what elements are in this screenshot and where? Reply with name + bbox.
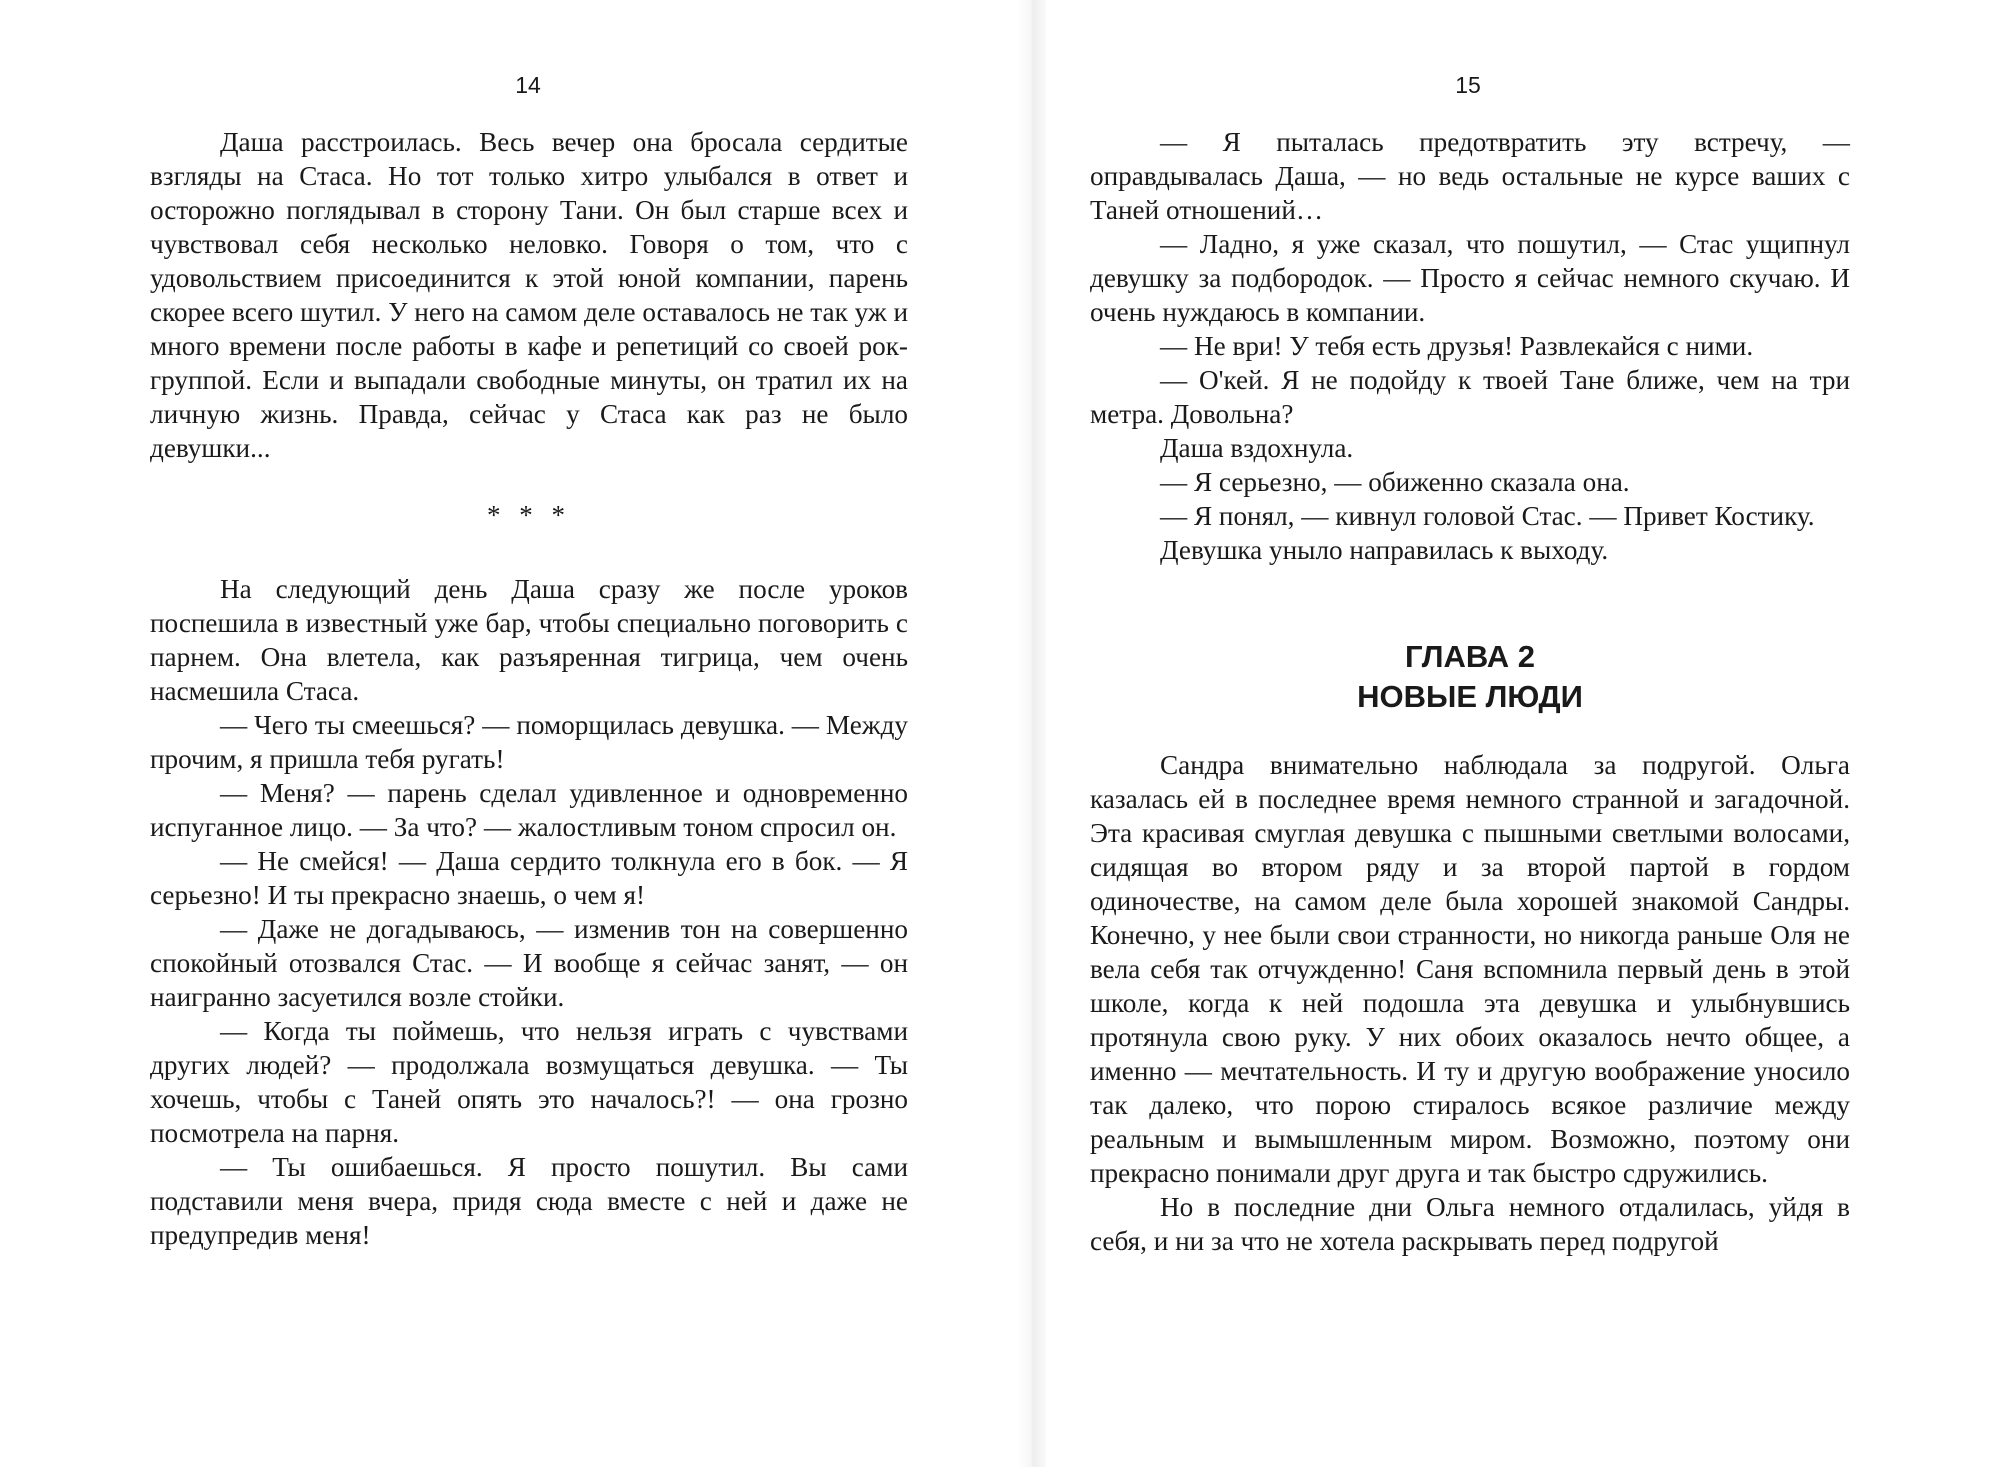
left-text-block-2 — [150, 572, 908, 1252]
chapter-heading — [1090, 637, 1850, 717]
book-gutter — [1018, 0, 1046, 1467]
paragraph: Девушка уныло направилась к выходу. — [1160, 535, 1609, 565]
paragraph: — Я пыталась предотвратить эту встречу, — оправдывалась Даша, — но ведь остальные не курсе ваших с Таней отношений… — [1090, 127, 1850, 225]
page-number-right: 15 — [1455, 72, 1481, 98]
paragraph: Сандра внимательно наблюдала за подругой. Ольга казалась ей в последнее время немного странной и загадочной. Эта красивая смуглая девушка с пышными светлыми волосами, сидящая во втором ряду и за второй партой в гордом одиночестве, на самом деле была хорошей знакомой Сандры. Конечно, у нее были свои странности, но никогда раньше Оля не вела себя так отчужденно! Саня вспомнила первый день в этой школе, когда к ней подошла эта девушка и улыбнувшись протянула свою руку. У них обоих оказалось нечто общее, а именно — мечтательность. И ту и другую воображение уносило так далеко, что порою стиралось всякое различие между реальным и вымышленным миром. Возможно, поэтому они прекрасно понимали друг друга и так быстро сдружились. — [1090, 750, 1850, 1188]
section-separator: * * * — [487, 500, 571, 530]
left-text-block-1 — [150, 125, 908, 465]
paragraph: Но в последние дни Ольга немного отдалилась, уйдя в себя, и ни за что не хотела раскрывать перед подругой — [1090, 1192, 1850, 1256]
page-number-left: 14 — [515, 72, 541, 98]
paragraph: Даша расстроилась. Весь вечер она бросала сердитые взгляды на Стаса. Но тот только хитро улыбался в ответ и осторожно поглядывал в сторону Тани. Он был старше всех и чувствовал себя несколько неловко. Говоря о том, что с удовольствием присоединится к этой юной компании, парень скорее всего шутил. У него на самом деле оставалось не так уж и много времени после работы в кафе и репетиций со своей рок-группой. Если и выпадали свободные минуты, он тратил их на личную жизнь. Правда, сейчас у Стаса как раз не было девушки... — [150, 127, 908, 463]
paragraph: — Даже не догадываюсь, — изменив тон на совершенно спокойный отозвался Стас. — И вообще я сейчас занят, — он наигранно засуетился возле стойки. — [150, 914, 908, 1012]
paragraph: Даша вздохнула. — [1160, 433, 1354, 463]
paragraph: — Не смейся! — Даша сердито толкнула его в бок. — Я серьезно! И ты прекрасно знаешь, о чем я! — [150, 846, 908, 910]
paragraph: — О'кей. Я не подойду к твоей Тане ближе, чем на три метра. Довольна? — [1090, 365, 1850, 429]
paragraph: — Когда ты поймешь, что нельзя играть с чувствами других людей? — продолжала возмущаться девушка. — Ты хочешь, чтобы с Таней опять это началось?! — она грозно посмотрела на парня. — [150, 1016, 908, 1148]
paragraph: — Меня? — парень сделал удивленное и одновременно испуганное лицо. — За что? — жалостливым тоном спросил он. — [150, 778, 908, 842]
right-page — [1046, 0, 2000, 1467]
paragraph: — Я серьезно, — обиженно сказала она. — [1160, 467, 1630, 497]
paragraph: — Ладно, я уже сказал, что пошутил, — Стас ущипнул девушку за подбородок. — Просто я сейчас немного скучаю. И очень нуждаюсь в компании. — [1090, 229, 1850, 327]
right-text-block-2 — [1090, 748, 1850, 1258]
chapter-title: НОВЫЕ ЛЮДИ — [1357, 679, 1583, 714]
paragraph: На следующий день Даша сразу же после уроков поспешила в известный уже бар, чтобы специально поговорить с парнем. Она влетела, как разъяренная тигрица, чем очень насмешила Стаса. — [150, 574, 908, 706]
chapter-number: ГЛАВА 2 — [1404, 639, 1536, 674]
paragraph: — Ты ошибаешься. Я просто пошутил. Вы сами подставили меня вчера, придя сюда вместе с ней и даже не предупредив меня! — [150, 1152, 908, 1250]
right-text-block-1 — [1090, 125, 1850, 567]
paragraph: — Я понял, — кивнул головой Стас. — Привет Костику. — [1160, 501, 1815, 531]
paragraph: — Чего ты смеешься? — поморщилась девушка. — Между прочим, я пришла тебя ругать! — [150, 710, 908, 774]
paragraph: — Не ври! У тебя есть друзья! Развлекайся с ними. — [1160, 331, 1754, 361]
